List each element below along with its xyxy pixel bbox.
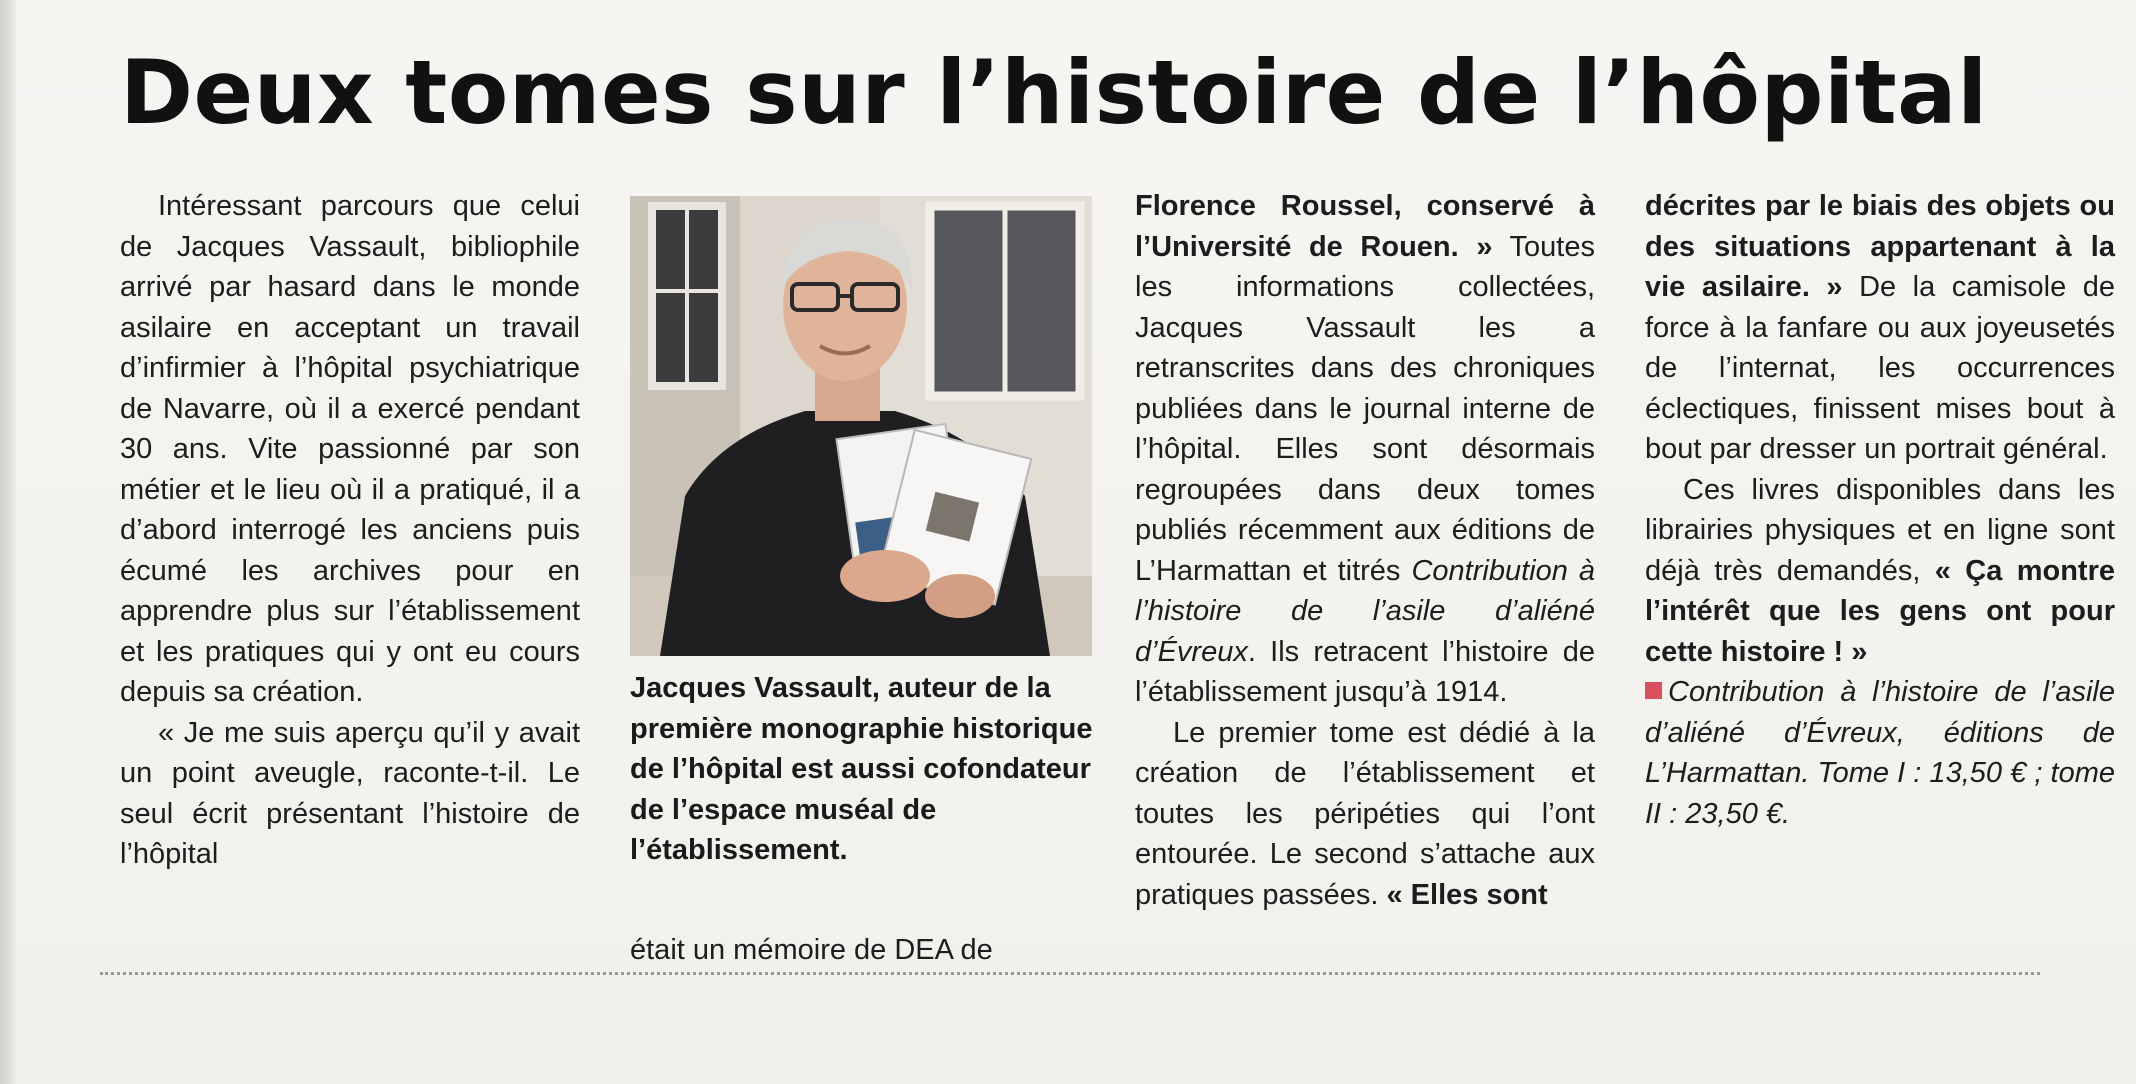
quote-bold: « Elles sont	[1386, 878, 1548, 911]
paragraph	[1135, 713, 1595, 916]
column-4	[1645, 186, 2115, 834]
text-run: Ces livres disponibles dans les librairies physiques et en ligne sont déjà très demandés,	[1645, 473, 2115, 587]
paper-edge	[0, 0, 16, 1084]
quote-bold: « Ça montre l’intérêt que les gens ont pour cette histoire ! »	[1645, 554, 2115, 668]
paragraph-continuation: était un mémoire de DEA de	[630, 934, 993, 966]
text-run: De la camisole de force à la fanfare ou aux joyeusetés de l’internat, les occurrences éclectiques, finissent mises bout à bout par dresser un portrait général.	[1645, 271, 2115, 465]
paragraph	[1645, 186, 2115, 470]
square-bullet-icon	[1645, 682, 1662, 699]
text-run: . Ils retracent l’histoire de l’établissement jusqu’à 1914.	[1135, 635, 1595, 708]
text-run: Le premier tome est dédié à la création de l’établissement et toutes les péripéties qui l’ont entourée. Le second s’attache aux pratiques passées.	[1135, 716, 1595, 911]
column-1	[120, 186, 580, 875]
book-info	[1645, 672, 2115, 834]
quote-bold: décrites par le biais des objets ou des situations appartenant à la vie asilaire. »	[1645, 190, 2115, 303]
paragraph: Intéressant parcours que celui de Jacques Vassault, bibliophile arrivé par hasard dans le monde asilaire en acceptant un travail d’infirmier à l’hôpital psychiatrique de Navarre, où il a exercé pendant 30 ans. Vite passionné par son métier et le lieu où il a pratiqué, il a d’abord interrogé les anciens puis écumé les archives pour en apprendre plus sur l’établissement et les pratiques qui y ont eu cours depuis sa création.	[120, 190, 580, 708]
cut-line	[100, 972, 2040, 975]
portrait-photo	[630, 196, 1092, 656]
headline: Deux tomes sur l’histoire de l’hôpital	[120, 41, 1988, 144]
text-run: Toutes les informations collectées, Jacques Vassault les a retranscrites dans des chroniques publiées dans le journal interne de l’hôpital. Elles sont désormais regroupées dans deux tomes publiés récemment aux éditions de L’Harmattan et titrés	[1135, 230, 1595, 587]
paragraph: « Je me suis aperçu qu’il y avait un point aveugle, raconte-t-il. Le seul écrit présentant l’histoire de l’hôpital	[120, 716, 580, 870]
book-info-text: Contribution à l’histoire de l’asile d’aliéné d’Évreux, éditions de L’Harmattan. Tome I : 13,50 € ; tome II : 23,50 €.	[1645, 676, 2115, 830]
photo-caption: Jacques Vassault, auteur de la première monographie historique de l’hôpital est aussi cofondateur de l’espace muséal de l’établissement.	[630, 672, 1093, 866]
paragraph	[1645, 470, 2115, 673]
book-title: Contribution à l’histoire de l’asile d’aliéné d’Évreux	[1135, 554, 1595, 668]
column-3	[1135, 186, 1595, 915]
paragraph	[1135, 186, 1595, 713]
portrait-illustration	[630, 196, 1092, 656]
quote-bold: Florence Roussel, conservé à l’Université de Rouen. »	[1135, 190, 1595, 263]
